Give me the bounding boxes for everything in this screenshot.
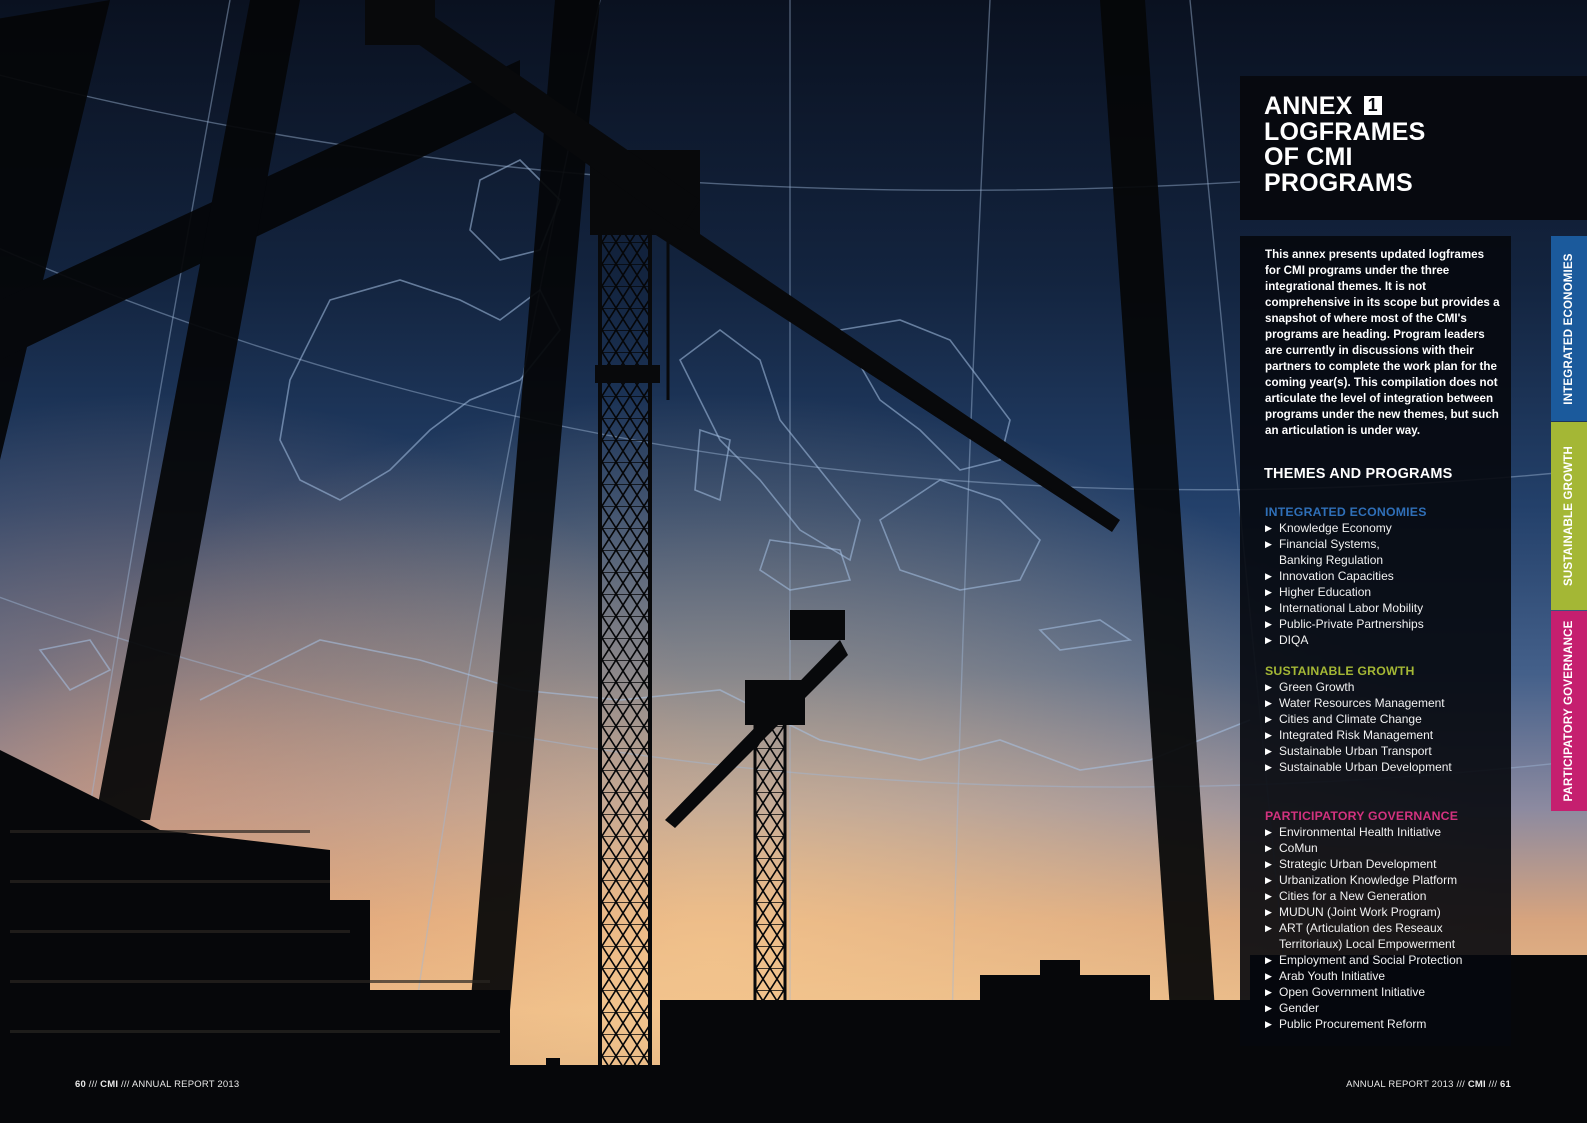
title-line-programs: PROGRAMS [1264, 168, 1413, 197]
footer-separator: /// [85, 1079, 101, 1090]
annex-title [1264, 94, 1426, 196]
list-item: ▶ Open Government Initiative [1265, 984, 1505, 1000]
list-item: ▶ Water Resources Management [1265, 695, 1505, 711]
side-tab-sustainable-growth [1551, 422, 1587, 610]
list-item: ▶ Green Growth [1265, 679, 1505, 695]
list-item: ▶ Public Procurement Reform [1265, 1016, 1505, 1032]
theme-sustainable-growth [1265, 663, 1505, 775]
footer-org: CMI [1467, 1079, 1486, 1090]
list-item: ▶ Cities and Climate Change [1265, 711, 1505, 727]
list-item: ▶ Environmental Health Initiative [1265, 824, 1505, 840]
footer-separator: /// [118, 1079, 132, 1090]
footer-right [1346, 1079, 1511, 1090]
side-tab-label: INTEGRATED ECONOMIES [1563, 252, 1575, 405]
footer-left [75, 1079, 239, 1090]
list-item: ▶ Cities for a New Generation [1265, 888, 1505, 904]
list-item: ▶ Urbanization Knowledge Platform [1265, 872, 1505, 888]
list-item: ▶ Sustainable Urban Development [1265, 759, 1505, 775]
intro-paragraph: This annex presents updated logframes for CMI programs under the three integrational themes. It is not comprehensive in its scope but provides a snapshot of where most of the CMI's programs are heading. Program leaders are currently in discussions with their partners to complete the work plan for the coming year(s). This compilation does not articulate the level of integration between programs under the new themes, but such an articulation is under way. [1265, 248, 1500, 437]
side-tab-participatory-governance [1551, 611, 1587, 811]
list-item: ▶ CoMun [1265, 840, 1505, 856]
list-item: ▶ International Labor Mobility [1265, 600, 1505, 616]
theme-title: INTEGRATED ECONOMIES [1265, 505, 1427, 519]
list-item: ▶ Knowledge Economy [1265, 520, 1505, 536]
footer-report: ANNUAL REPORT 2013 [1346, 1079, 1454, 1090]
program-list [1265, 824, 1505, 1032]
footer-report: ANNUAL REPORT 2013 [131, 1079, 240, 1090]
program-list [1265, 520, 1505, 648]
side-tab-label: PARTICIPATORY GOVERNANCE [1563, 620, 1575, 802]
side-tab-integrated-economies [1551, 236, 1587, 421]
annex-number-badge: 1 [1364, 96, 1382, 115]
list-item: ▶ Integrated Risk Management [1265, 727, 1505, 743]
program-list [1265, 679, 1505, 775]
theme-participatory-governance [1265, 808, 1505, 1032]
side-tab-label: SUSTAINABLE GROWTH [1563, 445, 1575, 587]
theme-title: PARTICIPATORY GOVERNANCE [1265, 809, 1459, 823]
page-number-left: 60 [75, 1079, 86, 1090]
list-item: ▶ DIQA [1265, 632, 1505, 648]
list-item: ▶ ART (Articulation des Reseaux Territoriaux) Local Empowerment [1265, 920, 1474, 952]
list-item: ▶ Higher Education [1265, 584, 1505, 600]
title-annex: ANNEX [1264, 92, 1353, 120]
list-item: ▶ Financial Systems, Banking Regulation [1265, 536, 1409, 568]
list-item: ▶ Arab Youth Initiative [1265, 968, 1505, 984]
list-item: ▶ Sustainable Urban Transport [1265, 743, 1505, 759]
themes-heading: THEMES AND PROGRAMS [1264, 466, 1453, 482]
themes-panel [1240, 236, 1511, 1046]
list-item: ▶ Employment and Social Protection [1265, 952, 1505, 968]
footer-separator: /// [1453, 1079, 1468, 1090]
annex-title-box [1240, 76, 1587, 220]
list-item: ▶ Strategic Urban Development [1265, 856, 1505, 872]
list-item: ▶ Public-Private Partnerships [1265, 616, 1505, 632]
theme-integrated-economies [1265, 504, 1505, 648]
footer-org: CMI [100, 1079, 119, 1090]
title-line-of-cmi: OF CMI [1264, 143, 1353, 171]
theme-title: SUSTAINABLE GROWTH [1265, 664, 1415, 678]
page-number-right: 61 [1500, 1079, 1511, 1090]
footer-separator: /// [1485, 1079, 1501, 1090]
title-line-logframes: LOGFRAMES [1264, 117, 1426, 146]
list-item: ▶ Gender [1265, 1000, 1505, 1016]
list-item: ▶ Innovation Capacities [1265, 568, 1505, 584]
list-item: ▶ MUDUN (Joint Work Program) [1265, 904, 1505, 920]
